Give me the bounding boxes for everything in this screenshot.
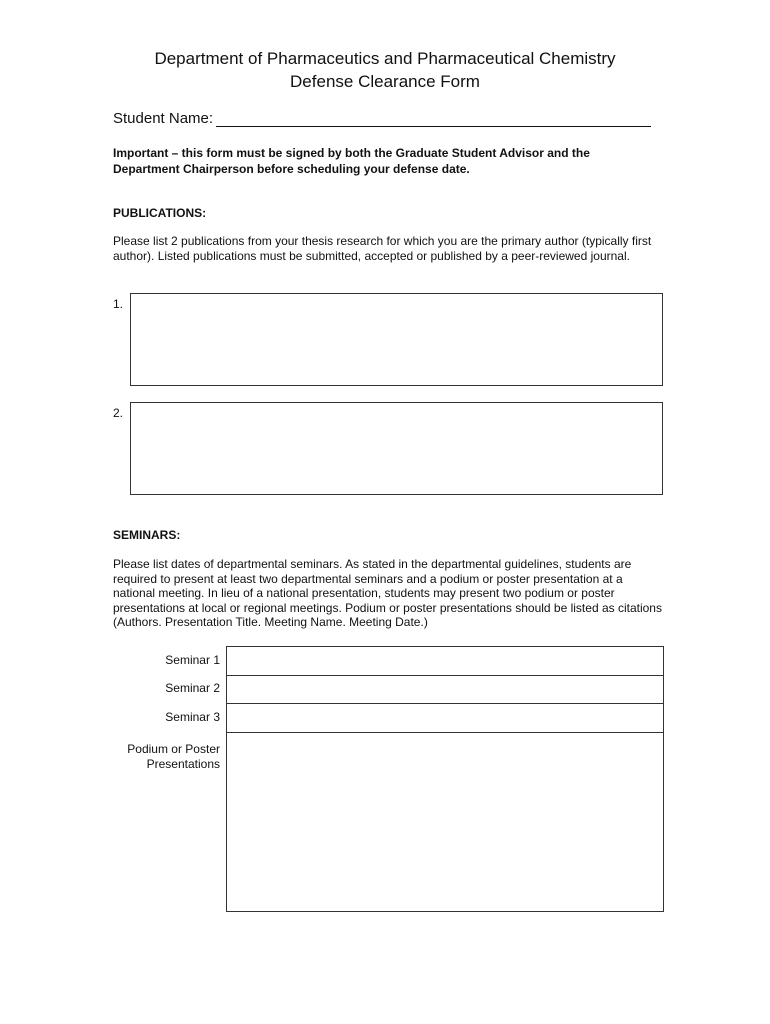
student-name-label: Student Name:: [113, 110, 214, 127]
seminars-heading: SEMINARS:: [113, 528, 181, 542]
publication-2-field[interactable]: [130, 402, 663, 495]
publication-1-number: 1.: [113, 297, 124, 311]
publication-2-number: 2.: [113, 406, 124, 420]
seminars-table: [226, 646, 664, 912]
title-line-1: Department of Pharmaceutics and Pharmaceutical Chemistry: [154, 49, 616, 68]
presentations-label: [110, 742, 220, 772]
seminar-1-label: Seminar 1: [165, 653, 220, 667]
seminar-2-label: Seminar 2: [165, 681, 220, 695]
seminars-instructions: Please list dates of departmental seminars. As stated in the departmental guidelines, students are required to present at least two departmental seminars and a podium or poster presentation at a national meeting. In lieu of a national presentation, students may present two podium or poster presentations at local or regional meetings. Podium or poster presentations should be listed as citations (Authors. Presentation Title. Meeting Name. Meeting Date.): [113, 557, 662, 630]
presentations-label-line-2: Presentations: [146, 757, 220, 771]
seminar-2-field[interactable]: [227, 676, 663, 704]
student-name-field[interactable]: [216, 126, 651, 127]
seminar-3-field[interactable]: [227, 704, 663, 733]
presentations-field[interactable]: [227, 733, 663, 911]
publications-heading: PUBLICATIONS:: [113, 206, 207, 220]
important-note: Important – this form must be signed by both the Graduate Student Advisor and the Department Chairperson before scheduling your defense date.: [113, 146, 590, 176]
presentations-label-line-1: Podium or Poster: [127, 742, 220, 756]
form-title: [0, 47, 770, 93]
publications-instructions: Please list 2 publications from your thesis research for which you are the primary author (typically first author). Listed publications must be submitted, accepted or published by a peer-reviewed journal.: [113, 234, 652, 263]
publication-1-field[interactable]: [130, 293, 663, 386]
title-line-2: Defense Clearance Form: [290, 72, 480, 91]
seminar-3-label: Seminar 3: [165, 710, 220, 724]
seminar-1-field[interactable]: [227, 647, 663, 676]
